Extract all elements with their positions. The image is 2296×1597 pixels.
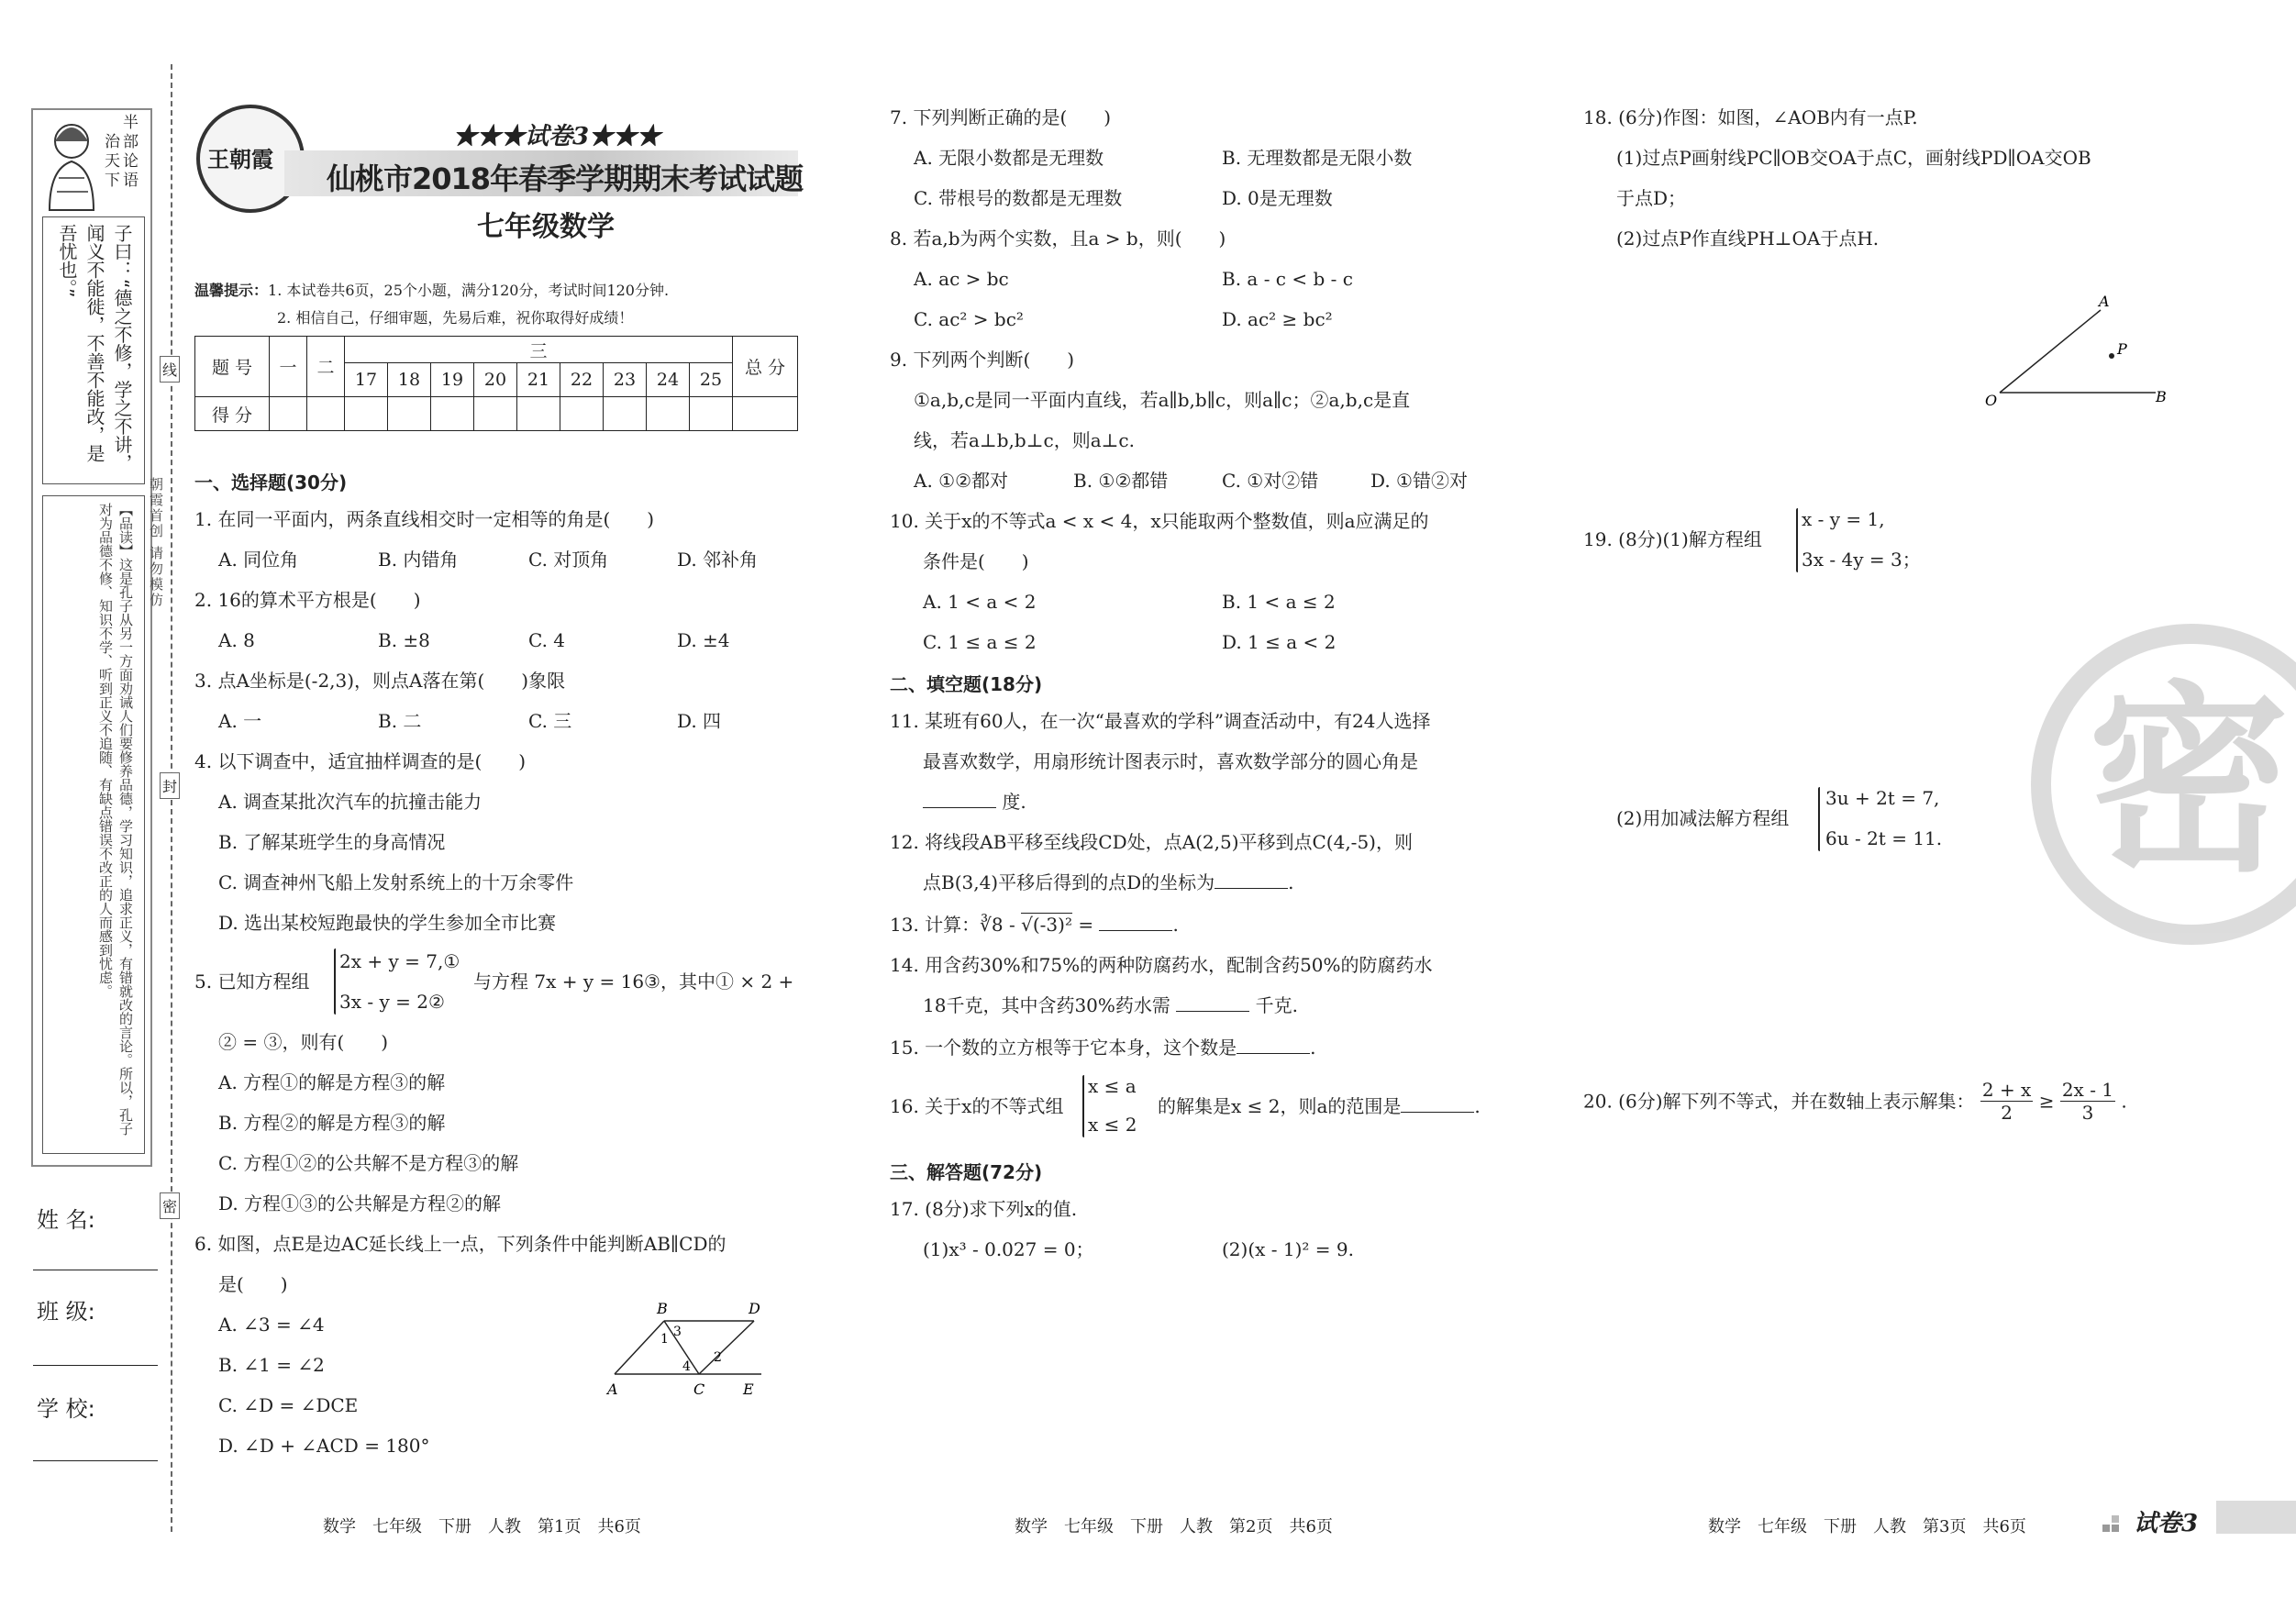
confucius-quote: 子曰：“德之不修，学之不讲，闻义不能徙，不善不能改，是吾忧也。” (56, 224, 133, 472)
q8-opt-a: A. ac > bc (914, 268, 1009, 290)
logo-text: 王朝霞 (207, 146, 273, 172)
q17-part1: (1)x³ - 0.027 = 0； (923, 1238, 1094, 1260)
class-label: 班 级: (37, 1299, 95, 1325)
q17-part2: (2)(x - 1)² = 9. (1222, 1238, 1354, 1260)
q6-label-a: A (607, 1381, 618, 1398)
q8-stem: 8. 若a,b为两个实数，且a > b，则( ) (890, 227, 1226, 250)
q18-label-p: P (2117, 340, 2127, 358)
q6-label-2: 2 (714, 1350, 722, 1365)
score-cell[interactable] (270, 397, 307, 431)
q20 (1583, 1079, 2127, 1125)
q7-opt-a: A. 无限小数都是无理数 (914, 147, 1104, 169)
q18-label-a: A (2099, 293, 2110, 310)
footer-page-3: 数学 七年级 下册 人教 第3页 共6页 (1708, 1517, 2026, 1536)
score-cell[interactable] (431, 397, 474, 431)
score-num: 23 (604, 363, 647, 397)
q3-opt-b: B. 二 (378, 710, 422, 732)
watermark-stamp (2031, 624, 2296, 945)
q2-stem: 2. 16的算术平方根是( ) (194, 589, 421, 611)
watermark-text: 密 (2088, 664, 2290, 899)
q19-brace-2 (1818, 787, 1820, 851)
q16-post: 的解集是x ≤ 2，则a的范围是 . (1158, 1095, 1481, 1117)
score-num: 22 (560, 363, 604, 397)
q5-eq2: 3x - y = 2② (339, 991, 445, 1013)
q7-opt-d: D. 0是无理数 (1222, 187, 1333, 209)
score-cell[interactable] (388, 397, 431, 431)
q9-stem: 9. 下列两个判断( ) (890, 349, 1075, 371)
q6-label-b: B (657, 1301, 668, 1317)
pindu-text: 【品读】这是孔子从另一方面劝诫人们要修养品德，学习知识，追求正义，有错就改的言论。所以，孔子对为品德不修、知识不学、听到正义不追随、有缺点错误不改正的人而感到忧虑。 (97, 503, 134, 1136)
q1-opt-b: B. 内错角 (378, 549, 459, 571)
copyright-note: 朝霞首创 请勿模仿 (148, 477, 164, 608)
q13-eq: = (1071, 914, 1100, 936)
q6-stem2: 是( ) (218, 1273, 288, 1295)
q5-opt-d: D. 方程①③的公共解是方程②的解 (218, 1192, 502, 1214)
score-col-2: 二 (307, 337, 345, 397)
q15-text: 15. 一个数的立方根等于它本身，这个数是 (890, 1037, 1237, 1059)
q4-opt-c: C. 调查神州飞船上发射系统上的十万余零件 (218, 871, 574, 893)
q18-part1: (1)过点P画射线PC∥OB交OA于点C，画射线PD∥OA交OB (1616, 147, 2091, 169)
q5-pre: 5. 已知方程组 (194, 970, 310, 993)
q20-frac2 (2060, 1079, 2115, 1124)
q11-line3 (923, 791, 1026, 813)
q6-opt-a: A. ∠3 = ∠4 (218, 1314, 325, 1336)
q20-den2: 3 (2081, 1102, 2094, 1124)
q3-stem: 3. 点A坐标是(-2,3)，则点A落在第( )象限 (194, 670, 566, 692)
q2-opt-a: A. 8 (218, 629, 255, 651)
score-cell[interactable] (604, 397, 647, 431)
footer-gray-bar (2216, 1501, 2296, 1534)
q9-opt-a: A. ①②都对 (914, 470, 1009, 492)
q12-line2: 点B(3,4)平移后得到的点D的坐标为 . (923, 871, 1294, 893)
footer-tag: 试卷3 (2134, 1510, 2199, 1537)
q18-label-o: O (1985, 392, 1998, 409)
score-num: 18 (388, 363, 431, 397)
q19-eq1: x - y = 1, (1802, 508, 1885, 530)
q12-answer-blank[interactable] (1215, 871, 1288, 889)
tips-line2: 2. 相信自己，仔细审题，先易后难，祝你取得好成绩！ (277, 309, 634, 327)
q8-opt-d: D. ac² ≥ bc² (1222, 308, 1333, 330)
q3-opt-c: C. 三 (528, 710, 572, 732)
footer-page-2: 数学 七年级 下册 人教 第2页 共6页 (1015, 1517, 1333, 1536)
q6-stem: 6. 如图，点E是边AC延长线上一点，下列条件中能判断AB∥CD的 (194, 1233, 727, 1255)
q11-unit: 度. (1002, 791, 1026, 813)
q5-line2: ② = ③，则有( ) (218, 1031, 389, 1053)
school-label: 学 校: (37, 1396, 95, 1422)
q6-label-d: D (749, 1301, 760, 1317)
q19-eq3: 3u + 2t = 7, (1825, 787, 1940, 809)
q13-minus: - (1003, 914, 1022, 936)
q4-opt-d: D. 选出某校短跑最快的学生参加全市比赛 (218, 912, 557, 934)
q6-label-3: 3 (673, 1325, 682, 1339)
q6-label-4: 4 (682, 1359, 691, 1374)
section-solve: 三、解答题(72分) (890, 1161, 1043, 1183)
q18-part2: (2)过点P作直线PH⊥OA于点H. (1616, 227, 1880, 250)
q10-stem: 10. 关于x的不等式a < x < 4，x只能取两个整数值，则a应满足的 (890, 510, 1429, 532)
q18-stem: 18. (6分)作图：如图，∠AOB内有一点P. (1583, 106, 1918, 128)
q14-line1: 14. 用含药30%和75%的两种防腐药水，配制含药50%的防腐药水 (890, 954, 1433, 976)
q2-opt-d: D. ±4 (677, 629, 730, 651)
score-num: 17 (345, 363, 388, 397)
margin-mark-mi: 密 (160, 1192, 180, 1219)
q2-opt-b: B. ±8 (378, 629, 430, 651)
q15-answer-blank[interactable] (1237, 1037, 1310, 1054)
q20-op: ≥ (2038, 1090, 2060, 1113)
q18-figure (1972, 290, 2174, 415)
q19-eq4: 6u - 2t = 11. (1825, 827, 1943, 849)
q19-brace-1 (1796, 508, 1798, 572)
footer-page-1: 数学 七年级 下册 人教 第1页 共6页 (323, 1517, 641, 1536)
q6-label-e: E (743, 1381, 754, 1398)
q7-opt-c: C. 带根号的数都是无理数 (914, 187, 1123, 209)
tips (194, 277, 669, 332)
score-col-3: 三 (345, 337, 733, 363)
q3-opt-d: D. 四 (677, 710, 722, 732)
q5-opt-b: B. 方程②的解是方程③的解 (218, 1112, 446, 1134)
q13: 13. 计算：∛8 - √(-3)² = . (890, 914, 1179, 936)
score-cell[interactable] (517, 397, 560, 431)
q5-opt-c: C. 方程①②的公共解不是方程③的解 (218, 1152, 519, 1174)
q14-text: 18千克，其中含药30%药水需 (923, 994, 1170, 1016)
motto-top-2: 治天下 (101, 133, 119, 191)
score-num: 21 (517, 363, 560, 397)
q16-eq1: x ≤ a (1088, 1075, 1137, 1097)
q10-stem2: 条件是( ) (923, 550, 1029, 572)
q3-opt-a: A. 一 (218, 710, 262, 732)
q10-opt-b: B. 1 < a ≤ 2 (1222, 591, 1336, 613)
q6-opt-d: D. ∠D + ∠ACD = 180° (218, 1435, 430, 1457)
q20-frac1 (1980, 1079, 2033, 1124)
q4-opt-b: B. 了解某班学生的身高情况 (218, 831, 446, 853)
q10-opt-c: C. 1 ≤ a ≤ 2 (923, 631, 1037, 653)
tips-line1: 1. 本试卷共6页，25个小题，满分120分，考试时间120分钟. (268, 282, 670, 299)
q5-eq1: 2x + y = 7,① (339, 950, 460, 972)
q6-opt-c: C. ∠D = ∠DCE (218, 1394, 359, 1416)
q9-line2: 线，若a⊥b,b⊥c，则a⊥c. (914, 429, 1135, 451)
score-num: 24 (647, 363, 690, 397)
q20-end: . (2121, 1090, 2127, 1113)
q20-num1: 2 + x (1981, 1079, 2032, 1101)
name-label: 姓 名: (37, 1207, 95, 1233)
q14-line2 (923, 994, 1298, 1016)
q5-brace (334, 948, 336, 1015)
score-num: 20 (474, 363, 517, 397)
q2-opt-c: C. 4 (528, 629, 566, 651)
q1-opt-a: A. 同位角 (218, 549, 299, 571)
exam-grade: 七年级数学 (477, 211, 615, 243)
q16-text: 的解集是x ≤ 2，则a的范围是 (1158, 1095, 1402, 1117)
score-cell[interactable] (647, 397, 690, 431)
score-cell[interactable] (560, 397, 604, 431)
q10-opt-d: D. 1 ≤ a < 2 (1222, 631, 1337, 653)
score-col-1: 一 (270, 337, 307, 397)
q13-answer-blank[interactable] (1099, 914, 1172, 931)
q7-opt-b: B. 无理数都是无限小数 (1222, 147, 1413, 169)
q14-answer-blank[interactable] (1176, 994, 1249, 1012)
score-row-label: 题 号 (195, 337, 270, 397)
q9-opt-b: B. ①②都错 (1073, 470, 1169, 492)
footer-squares-icon (2102, 1515, 2124, 1534)
score-row2-label: 得 分 (195, 397, 270, 431)
q6-label-c: C (693, 1381, 705, 1398)
q13-pre: 13. 计算： (890, 914, 981, 936)
q15: 15. 一个数的立方根等于它本身，这个数是 . (890, 1037, 1316, 1059)
score-cell[interactable] (307, 397, 345, 431)
school-field[interactable] (33, 1460, 158, 1461)
q18-label-b: B (2156, 388, 2167, 405)
q4-opt-a: A. 调查某批次汽车的抗撞击能力 (218, 791, 482, 813)
q14-unit: 千克. (1255, 994, 1298, 1016)
q19-pre: 19. (8分)(1)解方程组 (1583, 528, 1762, 550)
margin-mark-xian: 线 (160, 356, 180, 383)
q9-opt-c: C. ①对②错 (1222, 470, 1319, 492)
q12-line1: 12. 将线段AB平移至线段CD处，点A(2,5)平移到点C(4,-5)，则 (890, 831, 1413, 853)
q20-den1: 2 (2001, 1102, 2013, 1124)
section-choice: 一、选择题(30分) (194, 471, 348, 494)
q19-part2: (2)用加减法解方程组 (1616, 807, 1790, 829)
q16-brace (1082, 1075, 1084, 1137)
score-cell[interactable] (345, 397, 388, 431)
motto-top: 半部论语 (119, 114, 138, 191)
q16-pre: 16. 关于x的不等式组 (890, 1095, 1064, 1117)
q1-stem: 1. 在同一平面内，两条直线相交时一定相等的角是( ) (194, 508, 655, 530)
q11-line1: 11. 某班有60人，在一次“最喜欢的学科”调查活动中，有24人选择 (890, 710, 1431, 732)
q16-answer-blank[interactable] (1401, 1095, 1474, 1113)
q13-cube-root: ∛8 (980, 914, 1004, 936)
q6-figure (605, 1301, 771, 1402)
q16-eq2: x ≤ 2 (1088, 1114, 1137, 1136)
q5-post: 与方程 7x + y = 16③，其中① × 2 + (473, 970, 794, 993)
q5-opt-a: A. 方程①的解是方程③的解 (218, 1071, 446, 1093)
q9-opt-d: D. ①错②对 (1370, 470, 1468, 492)
q18-part1b: 于点D； (1616, 187, 1687, 209)
score-cell[interactable] (474, 397, 517, 431)
q6-label-1: 1 (660, 1332, 669, 1347)
section-fill: 二、填空题(18分) (890, 673, 1043, 695)
q9-line1: ①a,b,c是同一平面内直线，若a∥b,b∥c，则a∥c；②a,b,c是直 (914, 389, 1411, 411)
margin-mark-feng: 封 (160, 772, 180, 799)
exam-subtitle: ★★★试卷3★★★ (453, 123, 661, 150)
q1-opt-c: C. 对顶角 (528, 549, 609, 571)
q17-stem: 17. (8分)求下列x的值. (890, 1198, 1078, 1220)
score-total: 总 分 (733, 337, 798, 397)
q8-opt-b: B. a - c < b - c (1222, 268, 1353, 290)
q8-opt-c: C. ac² > bc² (914, 308, 1024, 330)
tips-label: 温馨提示： (194, 282, 269, 299)
q4-stem: 4. 以下调查中，适宜抽样调查的是( ) (194, 750, 527, 772)
class-field[interactable] (33, 1365, 158, 1366)
score-table (194, 336, 798, 431)
score-num: 19 (431, 363, 474, 397)
exam-title: 仙桃市2018年春季学期期末考试试题 (327, 161, 804, 196)
q20-num2: 2x - 1 (2061, 1079, 2114, 1101)
q11-line2: 最喜欢数学，用扇形统计图表示时，喜欢数学部分的圆心角是 (923, 750, 1418, 772)
q7-stem: 7. 下列判断正确的是( ) (890, 106, 1112, 128)
q1-opt-d: D. 邻补角 (677, 549, 759, 571)
score-cell[interactable] (690, 397, 733, 431)
q6-opt-b: B. ∠1 = ∠2 (218, 1354, 325, 1376)
q11-answer-blank[interactable] (923, 791, 996, 808)
q19-eq2: 3x - 4y = 3； (1802, 549, 1921, 571)
q10-opt-a: A. 1 < a < 2 (923, 591, 1037, 613)
score-num: 25 (690, 363, 733, 397)
q13-sqrt: √(-3)² (1021, 914, 1072, 936)
score-cell[interactable] (733, 397, 798, 431)
q20-pre: 20. (6分)解下列不等式，并在数轴上表示解集： (1583, 1090, 1975, 1113)
q12-text: 点B(3,4)平移后得到的点D的坐标为 (923, 871, 1215, 893)
